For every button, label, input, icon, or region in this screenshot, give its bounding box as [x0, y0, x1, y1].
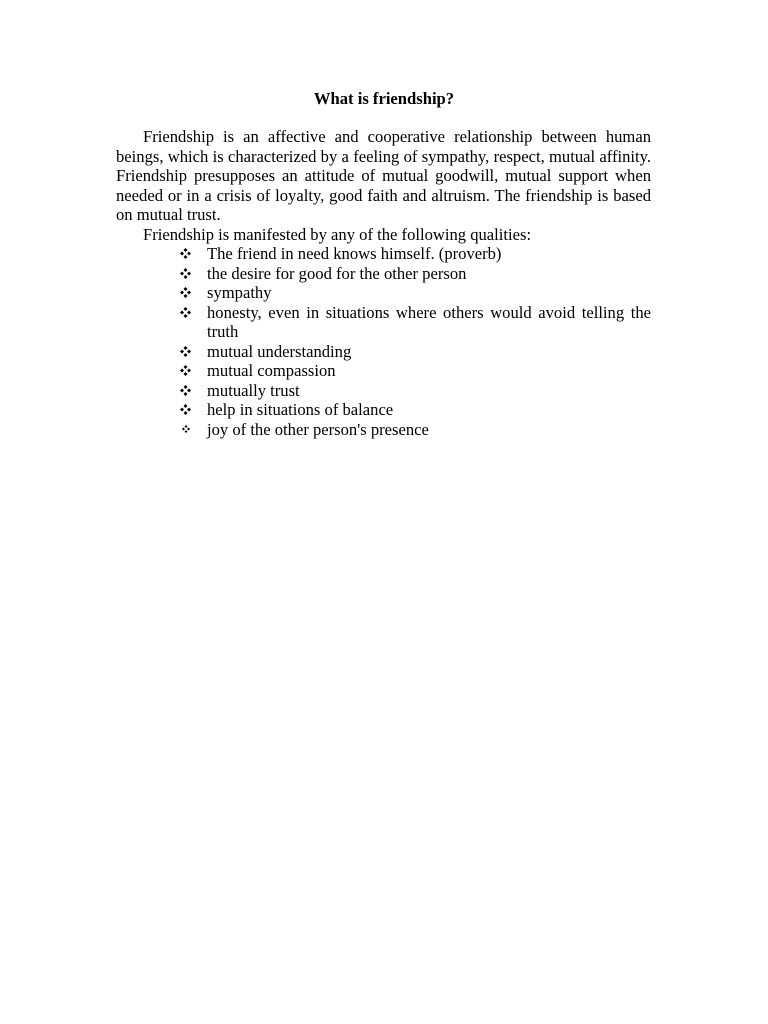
- four-diamond-bullet-icon: [180, 400, 200, 420]
- qualities-list: [116, 244, 651, 439]
- list-item-text: mutual compassion: [207, 361, 336, 380]
- list-item: [180, 381, 651, 401]
- list-item: [180, 420, 651, 440]
- list-item-text: sympathy: [207, 283, 272, 302]
- list-item: [180, 244, 651, 264]
- four-diamond-bullet-icon: [180, 303, 200, 323]
- list-item: [180, 283, 651, 303]
- four-diamond-bullet-icon: [180, 264, 200, 284]
- list-item-text: the desire for good for the other person: [207, 263, 467, 283]
- document-body: [116, 127, 651, 439]
- list-item: [180, 400, 651, 420]
- list-item: [180, 264, 651, 284]
- intro-paragraph: Friendship is an affective and cooperative relationship between human beings, which is characterized by a feeling of sympathy, respect, mutual affinity. Friendship presupposes an attitude of mutual goodwill, mutual support when needed or in a crisis of loyalty, good faith and altruism. The friendship is based on mutual trust.: [116, 127, 651, 224]
- list-item-text: honesty, even in situations where others would avoid telling the truth: [207, 302, 651, 341]
- four-diamond-bullet-icon: [180, 420, 200, 440]
- list-item-text: mutual understanding: [207, 341, 352, 361]
- list-item: [180, 303, 651, 342]
- four-diamond-bullet-icon: [180, 381, 200, 401]
- four-diamond-bullet-icon: [180, 244, 200, 264]
- list-item-text: mutually trust: [207, 380, 300, 400]
- four-diamond-bullet-icon: [180, 342, 200, 362]
- list-item-text: help in situations of balance: [207, 400, 394, 419]
- qualities-intro-paragraph: Friendship is manifested by any of the following qualities:: [143, 224, 532, 244]
- list-item: [180, 361, 651, 381]
- list-item-text: joy of the other person's presence: [207, 419, 429, 439]
- four-diamond-bullet-icon: [180, 361, 200, 381]
- document-title: What is friendship?: [313, 89, 455, 108]
- list-item: [180, 342, 651, 362]
- list-item-text: The friend in need knows himself. (proverb): [207, 244, 502, 263]
- four-diamond-bullet-icon: [180, 283, 200, 303]
